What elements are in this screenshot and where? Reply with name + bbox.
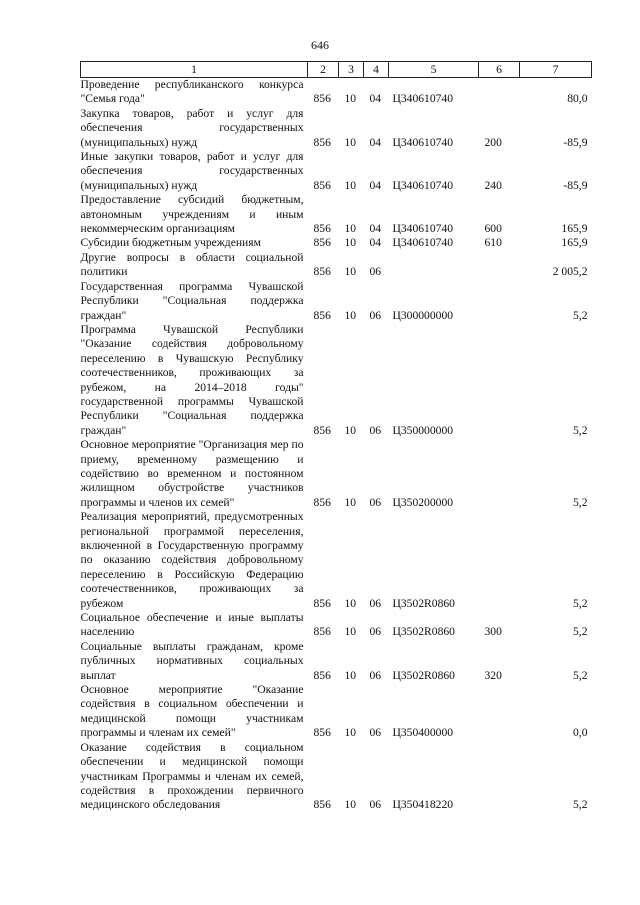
amount-cell: 5,2	[573, 798, 588, 812]
target-article-cell: Ц340610740	[392, 135, 454, 149]
table-header	[81, 62, 592, 78]
section-code-cell: 10	[344, 135, 357, 149]
expense-type-cell: 200	[484, 135, 502, 149]
expense-type-cell: 300	[484, 625, 502, 639]
table-row	[81, 323, 592, 438]
expense-type-cell	[479, 323, 520, 438]
expense-type-cell: 240	[484, 178, 502, 192]
expense-type-cell	[479, 683, 520, 741]
target-article-cell: Ц350200000	[392, 495, 454, 509]
row-name-cell: Иные закупки товаров, работ и услуг для обеспечения государственных (муниципальных) нужд	[80, 150, 304, 192]
table-row	[81, 683, 592, 741]
section-code-cell: 10	[344, 222, 357, 236]
ministry-code-cell: 856	[313, 668, 331, 682]
table-row	[81, 611, 592, 640]
section-code-cell: 10	[344, 668, 357, 682]
target-article-cell: Ц340610740	[392, 178, 454, 192]
target-article-cell: Ц340610740	[392, 222, 454, 236]
section-code-cell: 10	[344, 798, 357, 812]
ministry-code-cell: 856	[313, 726, 331, 740]
subsection-code-cell: 04	[369, 92, 382, 106]
row-name-cell: Реализация мероприятий, предусмотренных региональной программой переселения, включенной в Государственную программу по оказанию содействия добровольному переселению в Российскую Федерацию соотечественников, проживающих за рубежом	[80, 510, 304, 610]
ministry-code-cell: 856	[313, 308, 331, 322]
subsection-code-cell: 06	[369, 265, 382, 279]
table-row	[81, 280, 592, 323]
subsection-code-cell: 04	[369, 236, 382, 250]
section-code-cell: 10	[344, 236, 357, 250]
ministry-code-cell: 856	[313, 236, 331, 250]
target-article-cell: Ц3502R0860	[392, 625, 455, 639]
row-name-cell: Основное мероприятие "Организация мер по приему, временному размещению и содействию во временном и постоянном жилищном обустройстве участников программы и членов их семей"	[80, 438, 304, 509]
amount-cell: 0,0	[573, 726, 588, 740]
target-article-cell: Ц350000000	[392, 423, 454, 437]
ministry-code-cell: 856	[313, 798, 331, 812]
amount-cell: 5,2	[573, 308, 588, 322]
page-number: 646	[311, 38, 329, 52]
section-code-cell: 10	[344, 625, 357, 639]
section-code-cell: 10	[344, 423, 357, 437]
expense-type-cell	[479, 251, 520, 280]
expense-type-cell	[479, 280, 520, 323]
row-name-cell: Государственная программа Чувашской Республики "Социальная поддержка граждан"	[80, 279, 304, 322]
subsection-code-cell: 06	[369, 495, 382, 509]
table-body	[81, 78, 592, 813]
amount-cell: -85,9	[563, 135, 588, 149]
amount-cell: 80,0	[567, 92, 588, 106]
target-article-cell: Ц350418220	[392, 798, 454, 812]
row-name-cell: Предоставление субсидий бюджетным, автономным учреждениям и иным некоммерческим организациям	[80, 193, 304, 236]
table-row	[81, 78, 592, 107]
subsection-code-cell: 06	[369, 308, 382, 322]
table-row	[81, 741, 592, 813]
ministry-code-cell: 856	[313, 423, 331, 437]
target-article-cell: Ц340610740	[392, 236, 454, 250]
subsection-code-cell: 04	[369, 222, 382, 236]
section-code-cell: 10	[344, 265, 357, 279]
ministry-code-cell: 856	[313, 92, 331, 106]
expense-type-cell	[479, 741, 520, 813]
section-code-cell: 10	[344, 92, 357, 106]
section-code-cell: 10	[344, 308, 357, 322]
table-row	[81, 107, 592, 150]
section-code-cell: 10	[344, 495, 357, 509]
expense-type-cell	[479, 78, 520, 107]
expense-type-cell: 320	[484, 668, 502, 682]
subsection-code-cell: 06	[369, 798, 382, 812]
expense-type-cell: 600	[484, 222, 502, 236]
column-header-2: 2	[308, 62, 339, 78]
target-article-cell	[389, 251, 479, 280]
row-name-cell: Другие вопросы в области социальной политики	[80, 250, 304, 279]
column-header-7: 7	[520, 62, 592, 78]
column-header-1: 1	[81, 62, 308, 78]
row-name-cell: Социальные выплаты гражданам, кроме публичных нормативных социальных выплат	[80, 639, 304, 682]
table-row	[81, 150, 592, 193]
target-article-cell: Ц340610740	[392, 92, 454, 106]
row-name-cell: Оказание содействия в социальном обеспечении и медицинской помощи участникам Программы и членам их семей, содействия в прохождении первичного медицинского обследования	[80, 740, 304, 812]
amount-cell: 5,2	[573, 668, 588, 682]
ministry-code-cell: 856	[313, 178, 331, 192]
row-name-cell: Субсидии бюджетным учреждениям	[80, 236, 261, 250]
section-code-cell: 10	[344, 178, 357, 192]
subsection-code-cell: 06	[369, 423, 382, 437]
budget-table	[80, 61, 592, 813]
table-row	[81, 193, 592, 236]
section-code-cell: 10	[344, 726, 357, 740]
section-code-cell: 10	[344, 596, 357, 610]
subsection-code-cell: 06	[369, 668, 382, 682]
table-row	[81, 510, 592, 611]
amount-cell: 165,9	[561, 236, 588, 250]
subsection-code-cell: 06	[369, 625, 382, 639]
table-row	[81, 236, 592, 250]
row-name-cell: Основное мероприятие "Оказание содействия в социальном обеспечении и медицинской помощи участникам программы и членам их семей"	[80, 683, 304, 740]
table-row	[81, 251, 592, 280]
row-name-cell: Социальное обеспечение и иные выплаты населению	[80, 611, 304, 639]
expense-type-cell	[479, 438, 520, 510]
header-row	[81, 62, 592, 78]
amount-cell: 5,2	[573, 495, 588, 509]
ministry-code-cell: 856	[313, 222, 331, 236]
target-article-cell: Ц300000000	[392, 308, 454, 322]
target-article-cell: Ц3502R0860	[392, 668, 455, 682]
subsection-code-cell: 04	[369, 178, 382, 192]
amount-cell: 5,2	[573, 423, 588, 437]
ministry-code-cell: 856	[313, 265, 331, 279]
expense-type-cell: 610	[484, 236, 502, 250]
column-header-4: 4	[364, 62, 389, 78]
subsection-code-cell: 04	[369, 135, 382, 149]
table-row	[81, 640, 592, 683]
column-header-5: 5	[389, 62, 479, 78]
ministry-code-cell: 856	[313, 625, 331, 639]
expense-type-cell	[479, 510, 520, 611]
target-article-cell: Ц3502R0860	[392, 596, 455, 610]
amount-cell: 2 005,2	[552, 265, 588, 279]
table-row	[81, 438, 592, 510]
subsection-code-cell: 06	[369, 596, 382, 610]
ministry-code-cell: 856	[313, 596, 331, 610]
target-article-cell: Ц350400000	[392, 726, 454, 740]
amount-cell: -85,9	[563, 178, 588, 192]
amount-cell: 5,2	[573, 596, 588, 610]
amount-cell: 5,2	[573, 625, 588, 639]
row-name-cell: Программа Чувашской Республики "Оказание содействия добровольному переселению в Чувашскую Республику соотечественников, проживающих за рубежом, на 2014–2018 годы" государственной программы Чувашской Республики "Социальная поддержка граждан"	[80, 322, 304, 437]
subsection-code-cell: 06	[369, 726, 382, 740]
ministry-code-cell: 856	[313, 495, 331, 509]
row-name-cell: Проведение республиканского конкурса "Семья года"	[80, 78, 304, 106]
column-header-6: 6	[479, 62, 520, 78]
column-header-3: 3	[339, 62, 364, 78]
row-name-cell: Закупка товаров, работ и услуг для обеспечения государственных (муниципальных) нужд	[80, 106, 304, 149]
ministry-code-cell: 856	[313, 135, 331, 149]
amount-cell: 165,9	[561, 222, 588, 236]
